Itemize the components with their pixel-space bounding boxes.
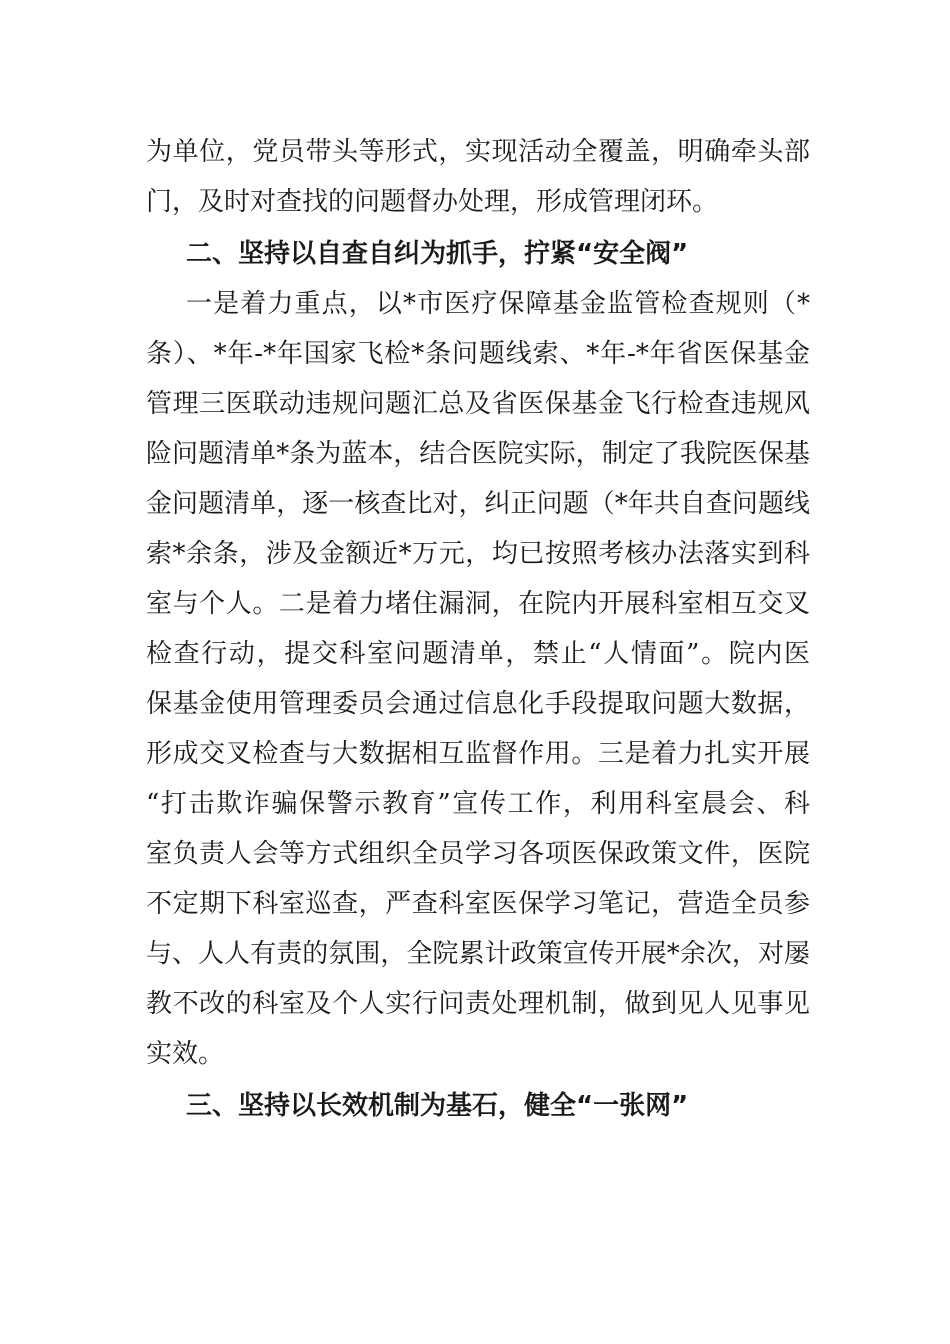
body-text-line: 室负责人会等方式组织全员学习各项医保政策文件，医院 — [146, 839, 810, 869]
body-text-line: 与、人人有责的氛围，全院累计政策宣传开展*余次，对屡 — [146, 939, 810, 969]
body-text-line: 门，及时对查找的问题督办处理，形成管理闭环。 — [146, 187, 719, 217]
body-text-line: 管理三医联动违规问题汇总及省医保基金飞行检查违规风 — [146, 389, 810, 419]
body-text-line: “打击欺诈骗保警示教育”宣传工作，利用科室晨会、科 — [146, 789, 810, 819]
body-text-line: 检查行动，提交科室问题清单，禁止“人情面”。院内医 — [146, 639, 810, 669]
body-text-line: 条）、*年-*年国家飞检*条问题线索、*年-*年省医保基金 — [146, 339, 810, 369]
section-heading-2: 二、坚持以自查自纠为抓手，拧紧“安全阀” — [186, 239, 689, 269]
body-text-line: 形成交叉检查与大数据相互监督作用。三是着力扎实开展 — [146, 739, 810, 769]
body-text-line: 索*余条，涉及金额近*万元，均已按照考核办法落实到科 — [146, 539, 810, 569]
body-text-line: 金问题清单，逐一核查比对，纠正问题（*年共自查问题线 — [146, 489, 810, 519]
body-text-line: 室与个人。二是着力堵住漏洞，在院内开展科室相互交叉 — [146, 589, 810, 619]
section-heading-3: 三、坚持以长效机制为基石，健全“一张网” — [186, 1091, 689, 1121]
body-text-line: 险问题清单*条为蓝本，结合医院实际，制定了我院医保基 — [146, 439, 810, 469]
body-text-line: 保基金使用管理委员会通过信息化手段提取问题大数据， — [146, 689, 810, 719]
body-text-line: 实效。 — [146, 1039, 225, 1069]
body-text-line: 一是着力重点，以*市医疗保障基金监管检查规则（* — [186, 289, 810, 319]
body-text-line: 教不改的科室及个人实行问责处理机制，做到见人见事见 — [146, 989, 810, 1019]
body-text-line: 不定期下科室巡查，严查科室医保学习笔记，营造全员参 — [146, 889, 810, 919]
body-text-line: 为单位，党员带头等形式，实现活动全覆盖，明确牵头部 — [146, 137, 810, 167]
